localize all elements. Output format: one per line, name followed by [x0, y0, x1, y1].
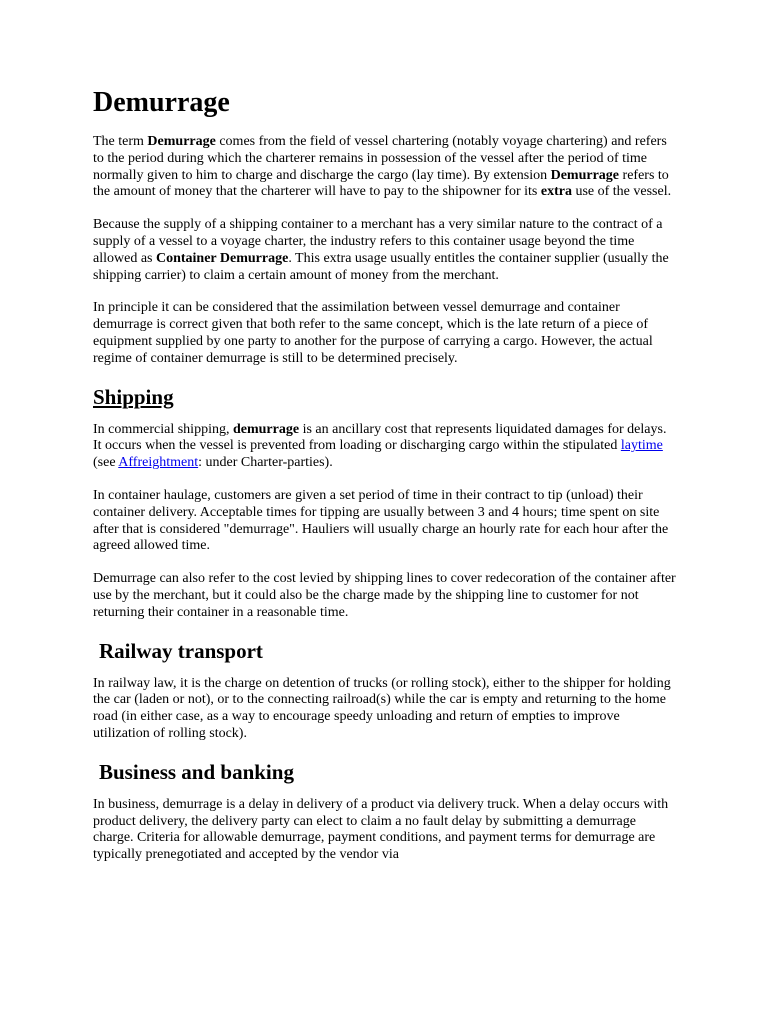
text-run: comes from the field of vessel chartering (notably voyage chartering) and refers to the period during which the charterer remains in possession of the vessel after the period of time normally given to him to charge and discharge the cargo (lay time). By extension — [93, 134, 667, 183]
bold-term: Demurrage — [147, 134, 216, 149]
text-run: In commercial shipping, — [93, 421, 233, 437]
text-run: . This extra usage usually entitles the container supplier (usually the shipping carrier) to claim a certain amount of money from the merchant. — [93, 250, 669, 283]
affreightment-link[interactable]: Affreightment — [118, 455, 199, 471]
shipping-paragraph-1 — [93, 422, 678, 472]
railway-paragraph-1: In railway law, it is the charge on detention of trucks (or rolling stock), either to the shipper for holding the car (laden or not), or to the connecting railroad(s) while the car is empty and returning to the home road (in either case, as a way to encourage speedy unloading and return of empties to improve utilization of rolling stock). — [93, 675, 671, 741]
intro-paragraph-3: In principle it can be considered that the assimilation between vessel demurrage and container demurrage is correct given that both refer to the same concept, which is the late return of a piece of equipment supplied by one party to another for the purpose of carrying a cargo. However, the actual regime of container demurrage is still to be determined precisely. — [93, 300, 653, 366]
laytime-link[interactable]: laytime — [620, 438, 663, 454]
intro-paragraph-1 — [93, 134, 678, 201]
document-page — [93, 86, 678, 880]
text-run: refers to the amount of money that the charterer will have to pay to the shipowner for its — [93, 167, 669, 200]
section-heading-business: Business and banking — [99, 759, 294, 784]
bold-term: extra — [540, 184, 572, 200]
bold-term: demurrage — [232, 421, 300, 437]
text-run: The term — [93, 134, 148, 149]
bold-term: Demurrage — [550, 167, 620, 183]
text-run: (see — [93, 455, 119, 471]
text-run: use of the vessel. — [571, 184, 672, 200]
shipping-paragraph-3: Demurrage can also refer to the cost levied by shipping lines to cover redecoration of the container after use by the merchant, but it could also be the charge made by the shipping line to customer for not returning their container in a reasonable time. — [93, 571, 676, 620]
business-paragraph-1: In business, demurrage is a delay in delivery of a product via delivery truck. When a delay occurs with product delivery, the delivery party can elect to claim a no fault delay by submitting a demurrage charge. Criteria for allowable demurrage, payment conditions, and payment terms for demurrage are typically prenegotiated and accepted by the vendor via — [93, 796, 669, 863]
section-heading-shipping: Shipping — [93, 384, 174, 409]
bold-term: Container Demurrage — [155, 250, 289, 266]
text-run: Because the supply of a shipping container to a merchant has a very similar nature to the contract of a supply of a vessel to a voyage charter, the industry refers to this container usage beyond the time allowed as — [93, 217, 663, 266]
page-title: Demurrage — [93, 87, 230, 118]
text-run: : under Charter-parties). — [198, 455, 333, 471]
text-run: is an ancillary cost that represents liquidated damages for delays. It occurs when the vessel is prevented from loading or discharging cargo within the stipulated — [93, 421, 667, 454]
section-heading-railway: Railway transport — [99, 638, 263, 663]
intro-paragraph-2 — [93, 217, 678, 284]
shipping-paragraph-2: In container haulage, customers are given a set period of time in their contract to tip (unload) their container delivery. Acceptable times for tipping are usually between 3 and 4 hours; time spent on site after that is considered "demurrage". Hauliers will usually charge an hourly rate for each hour after the agreed allowed time. — [93, 487, 669, 554]
